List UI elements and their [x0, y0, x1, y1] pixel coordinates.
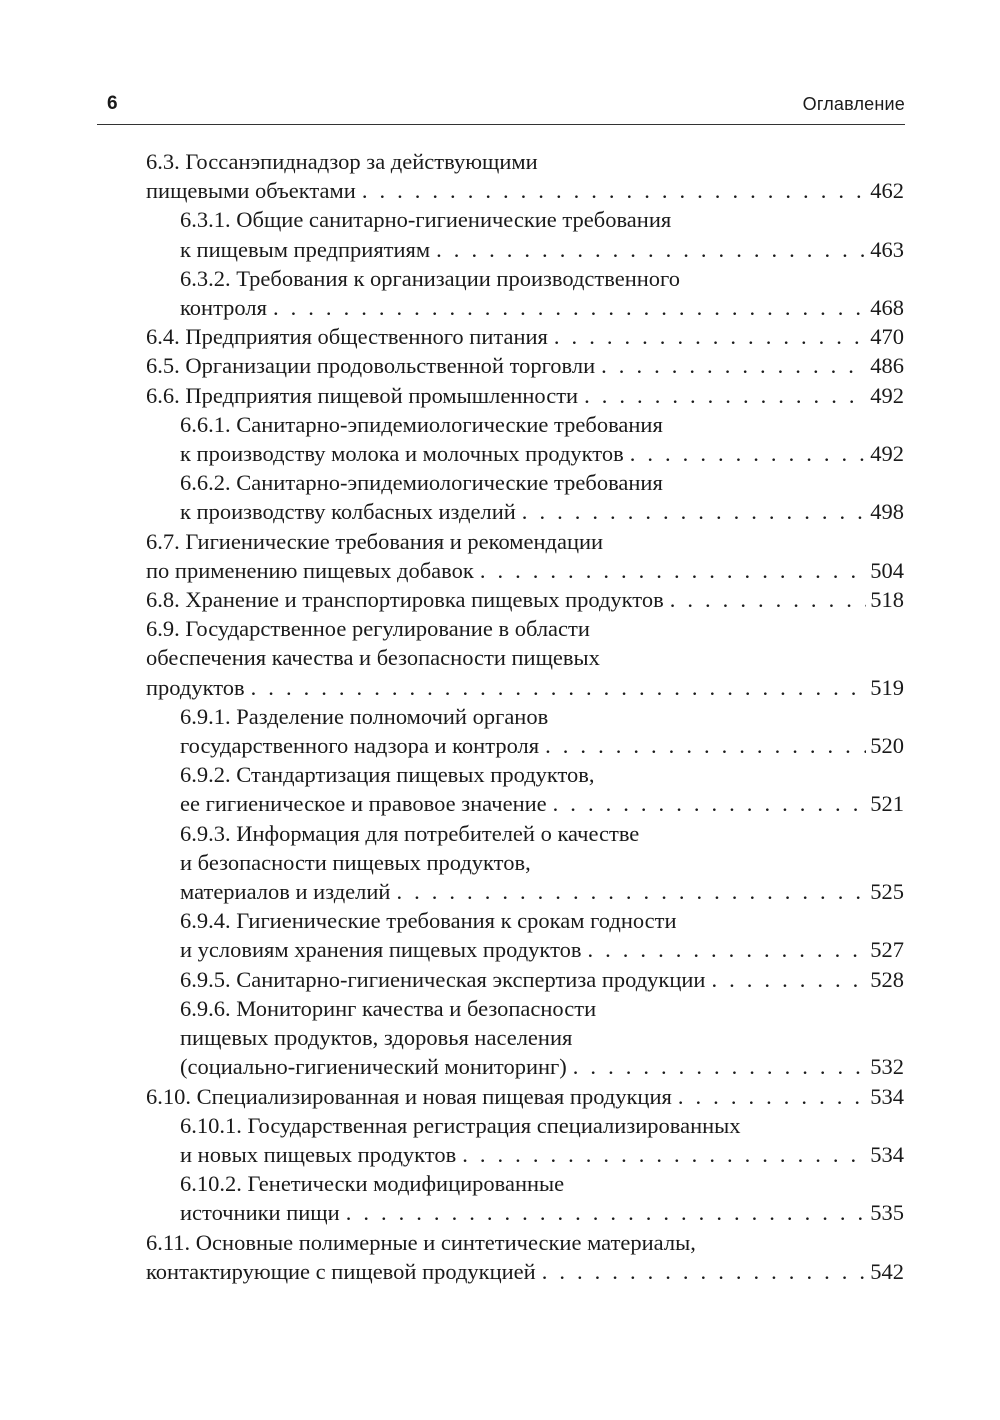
toc-entry-title-line: 6.5. Организации продовольственной торговли: [146, 353, 596, 379]
toc-entry[interactable]: [146, 410, 904, 468]
toc-page-number: 542: [870, 1258, 904, 1284]
dot-leader: [573, 1052, 866, 1081]
toc-entry-title-line: и условиям хранения пищевых продуктов: [180, 937, 582, 963]
toc-entry-title-line: и безопасности пищевых продуктов,: [180, 849, 531, 875]
toc-page-number: 504: [870, 557, 904, 583]
toc-page-number: 486: [870, 353, 904, 379]
dot-leader: [670, 585, 867, 614]
toc-entry-title-line: пищевыми объектами: [146, 178, 356, 204]
toc-entry-title-line: 6.9.5. Санитарно-гигиеническая экспертиза продукции: [180, 966, 706, 992]
toc-page-number: 528: [870, 966, 904, 992]
dot-leader: [553, 789, 867, 818]
toc-entry[interactable]: [146, 147, 904, 205]
running-title: Оглавление: [802, 94, 905, 114]
toc-entry-title-line: 6.9.4. Гигиенические требования к срокам годности: [180, 908, 677, 934]
toc-entry[interactable]: [146, 702, 904, 760]
toc-entry-title-line: 6.3.2. Требования к организации производственного: [180, 265, 680, 291]
toc-entry-title-line: 6.9.6. Мониторинг качества и безопасности: [180, 995, 597, 1021]
dot-leader: [630, 439, 867, 468]
toc-entry-title-line: 6.7. Гигиенические требования и рекомендации: [146, 528, 604, 554]
toc-entry-title-line: обеспечения качества и безопасности пищевых: [146, 645, 600, 671]
toc-entry-last-line: [146, 1082, 904, 1111]
toc-entry-title-line: продуктов: [146, 674, 245, 700]
toc-entry-last-line: [146, 556, 904, 585]
toc-entry-last-line: [180, 877, 904, 906]
toc-page-number: 492: [870, 382, 904, 408]
toc-page-number: 518: [870, 587, 904, 613]
toc-page-number: 463: [870, 236, 904, 262]
running-header: [97, 90, 905, 125]
dot-leader: [545, 731, 866, 760]
toc-entry[interactable]: [146, 760, 904, 818]
dot-leader: [480, 556, 866, 585]
dot-leader: [273, 293, 866, 322]
toc-entry-last-line: [180, 235, 904, 264]
toc-entry[interactable]: [146, 965, 904, 994]
toc-entry[interactable]: [146, 585, 904, 614]
toc-entry-title-line: контроля: [180, 295, 267, 321]
toc-page-number: 535: [870, 1200, 904, 1226]
toc-entry-last-line: [180, 965, 904, 994]
toc-entry-title-line: государственного надзора и контроля: [180, 733, 540, 759]
toc-entry[interactable]: [146, 527, 904, 585]
dot-leader: [678, 1082, 866, 1111]
dot-leader: [601, 351, 866, 380]
toc-page-number: 521: [870, 791, 904, 817]
toc-entry[interactable]: [146, 1082, 904, 1111]
toc-entry-title-line: пищевых продуктов, здоровья населения: [180, 1025, 573, 1051]
toc-page-number: 525: [870, 879, 904, 905]
toc-entry-last-line: [180, 1052, 904, 1081]
toc-page-number: 520: [870, 733, 904, 759]
toc-entry-title-line: (социально-гигиенический мониторинг): [180, 1054, 567, 1080]
toc-entry[interactable]: [146, 322, 904, 351]
dot-leader: [346, 1198, 867, 1227]
dot-leader: [251, 673, 867, 702]
toc-page-number: 532: [870, 1054, 904, 1080]
toc-entry-title-line: 6.3. Госсанэпиднадзор за действующими: [146, 149, 538, 174]
page-number: 6: [107, 93, 118, 114]
toc-entry-title-line: по применению пищевых добавок: [146, 557, 474, 583]
dot-leader: [542, 1257, 867, 1286]
dot-leader: [396, 877, 866, 906]
toc-entry[interactable]: [146, 1169, 904, 1227]
dot-leader: [711, 965, 866, 994]
toc-entry-last-line: [146, 1257, 904, 1286]
toc-page-number: 468: [870, 295, 904, 321]
toc-entry-title-line: 6.10. Специализированная и новая пищевая продукция: [146, 1083, 672, 1109]
toc-entry-last-line: [146, 176, 904, 205]
toc-entry-title-line: 6.9.1. Разделение полномочий органов: [180, 703, 549, 729]
toc-entry-title-line: материалов и изделий: [180, 879, 391, 905]
toc-entry[interactable]: [146, 468, 904, 526]
toc-entry[interactable]: [146, 205, 904, 263]
dot-leader: [522, 497, 866, 526]
toc-entry-title-line: 6.10.1. Государственная регистрация специализированных: [180, 1112, 741, 1138]
dot-leader: [436, 235, 866, 264]
toc-entry-title-line: 6.10.2. Генетически модифицированные: [180, 1171, 565, 1197]
toc-entry-title-line: к пищевым предприятиям: [180, 236, 431, 262]
toc-page-number: 470: [870, 324, 904, 350]
toc-entry-title-line: 6.9. Государственное регулирование в области: [146, 616, 590, 642]
toc-entry-title-line: к производству молока и молочных продуктов: [180, 441, 624, 467]
toc-entry-title-line: ее гигиеническое и правовое значение: [180, 791, 547, 817]
toc-entry-last-line: [146, 585, 904, 614]
dot-leader: [584, 381, 866, 410]
toc-entry-last-line: [146, 351, 904, 380]
toc-entry-title-line: 6.6.1. Санитарно-эпидемиологические требования: [180, 411, 663, 437]
table-of-contents: [146, 147, 904, 1286]
toc-entry-title-line: 6.9.3. Информация для потребителей о качестве: [180, 820, 640, 846]
toc-entry[interactable]: [146, 381, 904, 410]
toc-entry[interactable]: [146, 1228, 904, 1286]
toc-entry-title-line: к производству колбасных изделий: [180, 499, 516, 525]
toc-page-number: 534: [870, 1141, 904, 1167]
toc-entry-title-line: 6.11. Основные полимерные и синтетические материалы,: [146, 1229, 696, 1255]
toc-page-number: 519: [870, 674, 904, 700]
toc-page-number: 527: [870, 937, 904, 963]
toc-entry-last-line: [180, 293, 904, 322]
toc-page-number: 498: [870, 499, 904, 525]
toc-entry-title-line: контактирующие с пищевой продукцией: [146, 1258, 536, 1284]
toc-entry-last-line: [180, 935, 904, 964]
toc-entry-last-line: [180, 497, 904, 526]
toc-entry-title-line: и новых пищевых продуктов: [180, 1141, 457, 1167]
toc-entry-last-line: [146, 381, 904, 410]
toc-entry[interactable]: [146, 614, 904, 702]
toc-page-number: 492: [870, 441, 904, 467]
toc-entry[interactable]: [146, 819, 904, 907]
toc-entry-title-line: 6.8. Хранение и транспортировка пищевых продуктов: [146, 587, 664, 613]
toc-entry[interactable]: [146, 1111, 904, 1169]
toc-entry-last-line: [180, 731, 904, 760]
toc-entry-last-line: [180, 439, 904, 468]
toc-entry-title-line: 6.4. Предприятия общественного питания: [146, 324, 548, 350]
toc-entry-last-line: [180, 1140, 904, 1169]
toc-entry[interactable]: [146, 264, 904, 322]
toc-entry-last-line: [146, 673, 904, 702]
toc-page-number: 462: [870, 178, 904, 204]
toc-entry-last-line: [180, 1198, 904, 1227]
toc-entry[interactable]: [146, 994, 904, 1082]
toc-entry-last-line: [146, 322, 904, 351]
dot-leader: [462, 1140, 866, 1169]
dot-leader: [587, 935, 866, 964]
toc-entry-title-line: 6.6. Предприятия пищевой промышленности: [146, 382, 579, 408]
toc-page-number: 534: [870, 1083, 904, 1109]
toc-entry-last-line: [180, 789, 904, 818]
dot-leader: [362, 176, 866, 205]
toc-entry-title-line: источники пищи: [180, 1200, 340, 1226]
toc-entry-title-line: 6.3.1. Общие санитарно-гигиенические требования: [180, 207, 672, 233]
dot-leader: [554, 322, 866, 351]
toc-entry[interactable]: [146, 906, 904, 964]
toc-entry-title-line: 6.6.2. Санитарно-эпидемиологические требования: [180, 470, 663, 496]
toc-entry[interactable]: [146, 351, 904, 380]
toc-entry-title-line: 6.9.2. Стандартизация пищевых продуктов,: [180, 762, 595, 788]
